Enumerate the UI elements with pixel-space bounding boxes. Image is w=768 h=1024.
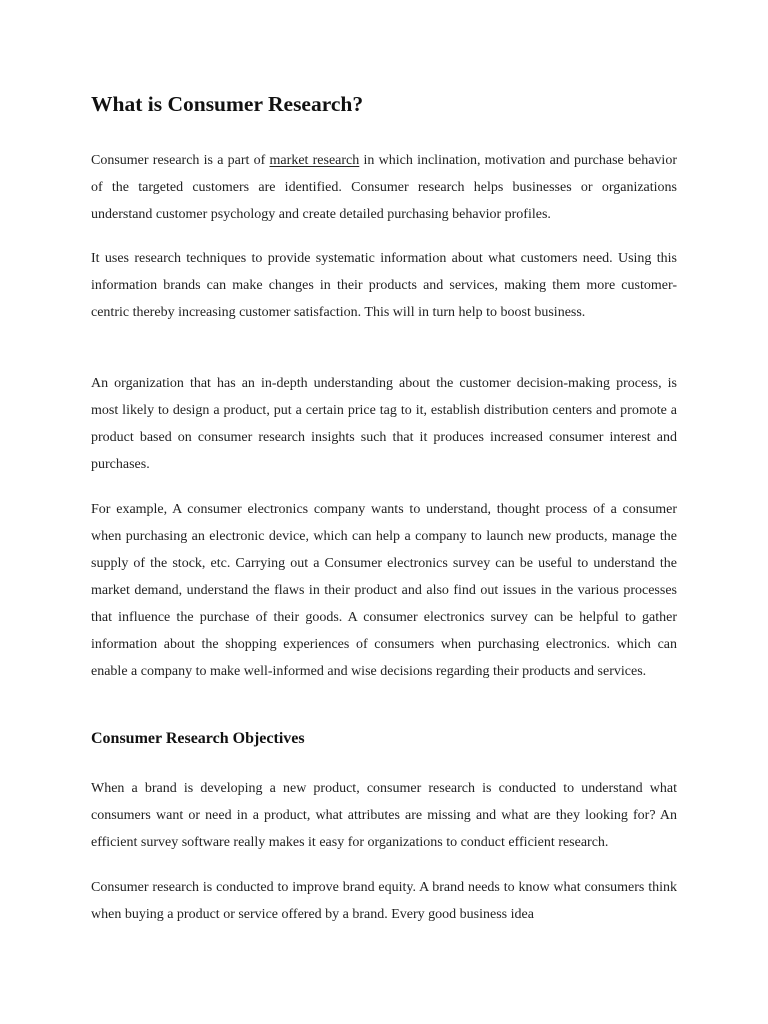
- market-research-link[interactable]: market research: [269, 153, 360, 168]
- paragraph-techniques: It uses research techniques to provide systematic information about what customers need. Using this information brands can make changes in their products and services, making them more customer-centric thereby increasing customer satisfaction. This will in turn help to boost business.: [91, 251, 677, 320]
- paragraph-text: in which inclination, motivation and purchase behavior of the targeted customers are identified. Consumer research helps businesses or organizations understand customer psychology and create detailed purchasing behavior profiles.: [91, 153, 677, 222]
- paragraph-example: For example, A consumer electronics company wants to understand, thought process of a consumer when purchasing an electronic device, which can help a company to launch new products, manage the supply of the stock, etc. Carrying out a Consumer electronics survey can be useful to understand the market demand, understand the flaws in their product and also find out issues in the various processes that influence the purchase of their goods. A consumer electronics survey can be helpful to gather information about the shopping experiences of consumers when purchasing electronics. which can enable a company to make well-informed and wise decisions regarding their products and services.: [91, 502, 677, 679]
- paragraph-definition: [91, 147, 677, 228]
- paragraph-objectives: When a brand is developing a new product, consumer research is conducted to understand what consumers want or need in a product, what attributes are missing and what are they looking for? An efficient survey software really makes it easy for organizations to conduct efficient research.: [91, 781, 677, 850]
- paragraph-text: Consumer research is a part of: [91, 153, 270, 168]
- page-title: What is Consumer Research?: [91, 92, 364, 116]
- paragraph-organization: An organization that has an in-depth understanding about the customer decision-making process, is most likely to design a product, put a certain price tag to it, establish distribution centers and promote a product based on consumer research insights such that it produces increased consumer interest and purchases.: [91, 376, 677, 472]
- section-heading: Consumer Research Objectives: [91, 730, 305, 747]
- paragraph-brand-equity: Consumer research is conducted to improve brand equity. A brand needs to know what consumers think when buying a product or service offered by a brand. Every good business idea: [91, 880, 677, 922]
